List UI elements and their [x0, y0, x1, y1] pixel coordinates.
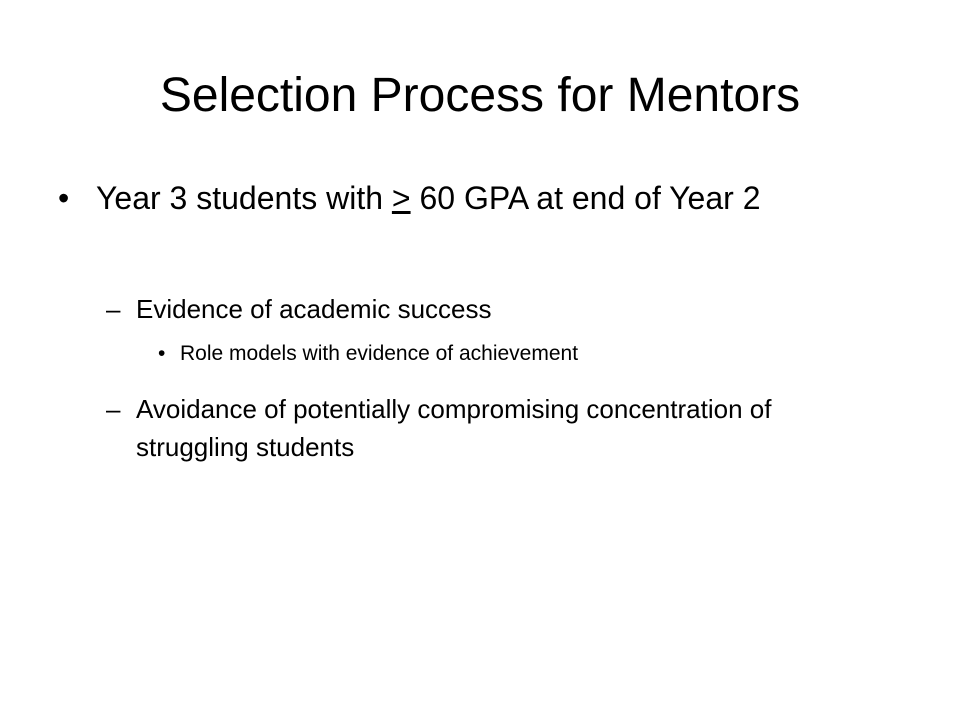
sub-item-text: Avoidance of potentially compromising concentration of struggling students: [136, 394, 772, 462]
bullet-text-start: Year 3 students with: [96, 180, 392, 216]
sub-item-text: Evidence of academic success: [136, 294, 492, 324]
dash-marker: –: [106, 394, 121, 424]
bullet-marker: •: [158, 342, 166, 365]
sub-item-1: [106, 290, 886, 328]
slide-title: Selection Process for Mentors: [159, 69, 801, 122]
greater-equal-symbol: >: [391, 180, 411, 216]
sub-item-2: [106, 390, 886, 466]
dash-marker: –: [106, 294, 121, 324]
sub-sub-item-text: Role models with evidence of achievement: [180, 342, 579, 365]
sub-sub-item-1: [158, 338, 858, 370]
bullet-item-1: [58, 174, 888, 222]
bullet-text-end: 60 GPA at end of Year 2: [410, 180, 761, 216]
bullet-marker: •: [58, 180, 70, 216]
bullet-text: [96, 174, 888, 222]
